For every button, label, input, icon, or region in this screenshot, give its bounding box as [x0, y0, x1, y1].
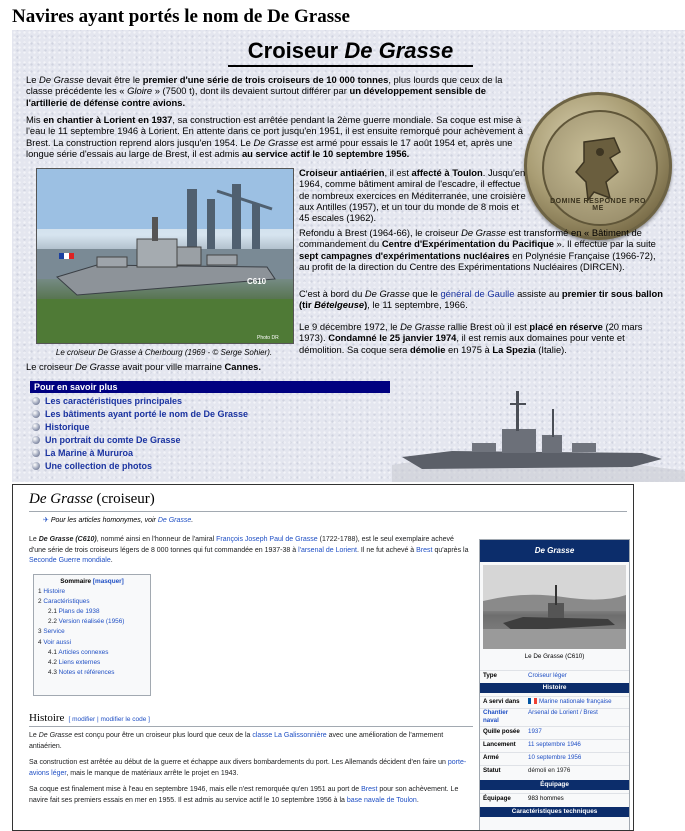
more-info-link-label[interactable]: Un portrait du comte De Grasse: [45, 435, 181, 445]
text-run: , nommé ainsi en l'honneur de l'amiral: [96, 536, 217, 543]
toc-link[interactable]: Caractéristiques: [43, 598, 90, 606]
text-run: avec une amélioration de l'armement antiaérien.: [29, 732, 444, 750]
toc-list: [38, 587, 146, 678]
medal-motto: DOMINE RESPONDE PRO ME: [550, 198, 646, 212]
text-run: avait pour ville marraine: [119, 361, 225, 372]
sphere-bullet-icon: [32, 449, 40, 457]
text-run: Cannes.: [224, 361, 262, 372]
text-run: Le: [26, 74, 40, 85]
text-run: Gloire: [127, 85, 153, 97]
more-info-link-label[interactable]: Historique: [45, 422, 90, 432]
text-run: De Grasse: [400, 321, 445, 332]
text-run: De Grasse: [253, 136, 299, 148]
text-run: , sa construction est arrêtée pendant la 2ème guerre mondiale. Sa coque est mise à l'eau le 11 septembre 1946 à Lorient. En attente dans ce port jusqu'en 1951, il est ensuite remorqué pour achèvement à Brest. La construction reprend alors jusqu'en 1954. Le: [26, 114, 523, 148]
section-heading-histoire: Histoire [ modifier | modifier le code ]: [29, 712, 150, 724]
inline-link[interactable]: Brest: [416, 546, 433, 554]
infobox-band-crew: Équipage: [480, 780, 629, 790]
infobox-value-link: démoli en 1976: [528, 767, 571, 774]
infobox-photo-caption: Le De Grasse (C610): [524, 653, 585, 660]
section-rule: [29, 726, 473, 727]
toc-item[interactable]: [38, 587, 146, 597]
sphere-bullet-icon: [32, 410, 40, 418]
text-run: au service actif le 10 septembre 1956.: [241, 147, 410, 159]
more-info-link[interactable]: [30, 434, 248, 447]
text-run: affecté à Toulon: [411, 167, 483, 178]
text-run: Le croiseur: [26, 361, 75, 372]
intro-paragraph: [29, 535, 471, 567]
top-para-6: [299, 321, 665, 355]
infobox-value-link[interactable]: 1937: [528, 728, 542, 735]
text-run: est transformé en « Bâtiment de commandement du: [299, 227, 642, 250]
toc-number: 2.1: [48, 608, 59, 616]
sphere-bullet-icon: [32, 462, 40, 470]
text-run: C'est à bord du: [299, 288, 365, 299]
text-run: Sa coque est finalement mise à l'eau en septembre 1946, mais elle n'est remorquée qu'en 1951 au port de: [29, 786, 362, 793]
toc-link[interactable]: Notes et références: [58, 668, 115, 676]
homonym-note: ✈ Pour les articles homonymes, voir De Grasse.: [43, 517, 194, 524]
toc-number: 4.1: [48, 648, 59, 656]
text-run: en Polynésie Française (1966-72), au profit de la direction du Centre des Expérimentations Nucléaires (DIRCEN).: [299, 249, 656, 272]
toc-link[interactable]: Liens externes: [58, 658, 101, 666]
more-info-link-label[interactable]: Une collection de photos: [45, 461, 153, 471]
top-para-7: [26, 361, 326, 372]
text-run: placé en réserve: [529, 321, 603, 332]
inline-link[interactable]: général de Gaulle: [440, 288, 515, 299]
infobox-row-type: Type Croiseur léger: [480, 670, 629, 681]
text-run: devait être le: [83, 74, 143, 85]
toc-item[interactable]: [38, 597, 146, 607]
table-of-contents: [33, 574, 151, 696]
more-info-link[interactable]: [30, 395, 248, 408]
cherbourg-ship-photo[interactable]: [36, 168, 294, 344]
infobox-row: [480, 708, 629, 726]
toc-link[interactable]: Voir aussi: [43, 638, 72, 646]
title-rule: [29, 511, 627, 512]
text-run: Centre d'Expérimentation du Pacifique: [381, 238, 554, 250]
text-run: Condamné le 25 janvier 1974: [328, 332, 457, 344]
top-para-5: [299, 288, 665, 311]
infobox-row: [480, 726, 629, 737]
text-run: Le: [29, 732, 39, 739]
infobox-value: [528, 697, 612, 707]
infobox-key: Armé: [483, 754, 499, 761]
section-edit-links[interactable]: [ modifier | modifier le code ]: [68, 716, 150, 723]
homonym-link[interactable]: De Grasse: [157, 517, 192, 524]
toc-number: 2.2: [48, 618, 59, 626]
infobox-value: [528, 727, 542, 737]
cruiser-heading: Croiseur De Grasse: [228, 38, 473, 67]
toc-number: 1: [38, 588, 44, 596]
text-run: assiste au: [514, 288, 562, 299]
wikipedia-panel: [12, 484, 634, 831]
text-run: De Grasse: [74, 361, 120, 372]
text-run: un développement sensible de l'artillerie de défense contre avions.: [26, 85, 486, 108]
toc-number: 2: [38, 598, 44, 606]
text-run: Mis: [26, 114, 44, 125]
text-run: en chantier à Lorient en 1937: [43, 114, 173, 125]
more-info-link[interactable]: [30, 408, 248, 421]
text-run: premier tir sous ballon (tir: [299, 288, 663, 311]
toc-item[interactable]: [38, 658, 146, 668]
more-info-link-label[interactable]: La Marine à Mururoa: [45, 448, 134, 458]
text-run: De Grasse: [38, 732, 73, 739]
disambiguation-icon: ✈: [43, 517, 49, 524]
type-link[interactable]: Croiseur léger: [528, 672, 567, 679]
toc-item[interactable]: [38, 638, 146, 648]
infobox-value: [528, 740, 581, 750]
text-run: De Grasse (C610): [38, 536, 97, 543]
toc-item[interactable]: [38, 607, 146, 617]
ship-silhouette-image: [392, 385, 685, 482]
infobox-band-history: Histoire: [480, 683, 629, 693]
infobox-key: A servi dans: [483, 698, 520, 705]
infobox-value-link[interactable]: Arsenal de Lorient / Brest: [528, 709, 598, 716]
toc-item[interactable]: [38, 648, 146, 658]
text-run: . Il ne fut achevé à: [357, 546, 417, 554]
text-run: en 1975 à: [445, 343, 493, 355]
inline-link[interactable]: l'arsenal de Lorient: [298, 546, 357, 554]
toc-number: 4.3: [48, 668, 59, 676]
text-run: Refondu à Brest (1964-66), le croiseur: [299, 227, 462, 238]
more-info-link-label[interactable]: Les caractéristiques principales: [45, 396, 183, 406]
toc-link[interactable]: Service: [43, 628, 65, 636]
infobox-row: [480, 752, 629, 763]
infobox-row-crew: Équipage 983 hommes: [480, 793, 629, 804]
article-title: De Grasse (croiseur): [29, 491, 155, 507]
sphere-bullet-icon: [32, 397, 40, 405]
history-para-1: [29, 731, 471, 752]
page-title: Navires ayant portés le nom de De Grasse: [12, 6, 350, 27]
infobox-value-link[interactable]: 11 septembre 1946: [528, 741, 581, 748]
top-para-4: [299, 227, 665, 272]
text-run: , le 11 septembre, 1966.: [367, 299, 468, 311]
infobox-key: Statut: [483, 767, 501, 774]
infobox-key: Lancement: [483, 741, 516, 748]
text-run: pour son achèvement. Le navire fait ses premiers essais en mer en 1955. Il est admis au service actif le 10 septembre 1956 à la: [29, 786, 459, 804]
text-run: démolie: [410, 343, 446, 355]
more-info-link-label[interactable]: Les bâtiments ayant porté le nom de De Grasse: [45, 409, 249, 419]
text-run: .: [416, 796, 419, 804]
text-run: rallie Brest où il est: [444, 321, 530, 332]
text-run: » (7500 t), dont ils devaient surtout différer par: [152, 85, 350, 97]
sphere-bullet-icon: [32, 436, 40, 444]
photo-caption: Le croiseur De Grasse à Cherbourg (1969 - © Serge Sohier).: [55, 348, 273, 357]
hull-number-label: C610: [247, 277, 267, 286]
french-flag-icon: [528, 698, 537, 704]
infobox-band-tech: Caractéristiques techniques: [480, 807, 629, 817]
infobox-title: De Grasse: [480, 540, 629, 562]
toc-link[interactable]: Articles connexes: [58, 648, 109, 656]
more-info-link[interactable]: [30, 421, 248, 434]
infobox-value: [528, 766, 570, 776]
text-run: que le: [409, 288, 441, 299]
text-run: Sa construction est arrêtée au début de la guerre et échappe aux divers bombardements du port. Les Allemands décident d'en faire un: [29, 759, 448, 766]
toc-item[interactable]: [38, 617, 146, 627]
infobox-value: [528, 709, 598, 717]
inline-link[interactable]: classe La Galissonnière: [252, 732, 327, 739]
ship-crest-medal: [524, 92, 672, 240]
more-info-link[interactable]: [30, 447, 248, 460]
inline-link[interactable]: François Joseph Paul de Grasse: [216, 536, 318, 543]
toc-number: 4.2: [48, 658, 59, 666]
text-run: est conçu pour être un croiseur plus lourd que ceux de la: [72, 732, 253, 739]
toc-title: Sommaire [masquer]: [60, 578, 124, 585]
text-run: ): [364, 299, 368, 311]
more-info-header: Pour en savoir plus: [30, 381, 390, 393]
top-para-2: [26, 114, 526, 159]
text-run: sept campagnes d'expérimentations nucléaires: [299, 249, 510, 261]
infobox-row: [480, 765, 629, 776]
text-run: De Grasse: [364, 288, 410, 299]
text-run: (1722-1788), est le seul exemplaire achevé d'une série de trois croiseurs légers de 8 000 tonnes qui fut commandée en 1937-38 à: [29, 536, 454, 554]
inline-link[interactable]: Seconde Guerre mondiale: [29, 557, 111, 564]
text-run: , mais le manque de matériaux arrête le projet en 1943.: [66, 769, 239, 777]
text-run: (20 mars 1973).: [299, 321, 643, 344]
history-para-3: [29, 785, 471, 806]
text-run: Le: [29, 536, 39, 543]
top-para-3: [299, 167, 529, 223]
text-run: , plus lourds que ceux de la classe précédente les «: [26, 74, 503, 97]
infobox-ship-photo[interactable]: [483, 565, 626, 649]
toc-number: 3: [38, 628, 44, 636]
text-run: De Grasse: [39, 74, 84, 85]
toc-link[interactable]: Histoire: [43, 588, 66, 596]
inline-link[interactable]: base navale de Toulon: [346, 796, 417, 804]
history-para-2: [29, 758, 471, 779]
inline-link[interactable]: porte-avions léger: [29, 759, 467, 777]
infobox-value: [528, 753, 581, 763]
more-info-list: [30, 395, 248, 473]
more-info-link[interactable]: [30, 460, 248, 473]
top-para-1: [26, 74, 526, 108]
toc-number: 4: [38, 638, 44, 646]
text-run: , il est remis aux domaines pour vente et démolition. Sa coque sera: [299, 332, 625, 355]
infobox-value-link[interactable]: 10 septembre 1956: [528, 754, 582, 761]
text-run: De Grasse: [461, 227, 506, 238]
infobox-value-link[interactable]: Marine nationale française: [539, 698, 612, 705]
text-run: qu'après la: [432, 546, 469, 554]
text-run: Croiseur antiaérien: [299, 167, 385, 178]
toc-link[interactable]: Plans de 1938: [58, 608, 100, 616]
text-run: premier d'une série de trois croiseurs de 10 000 tonnes: [142, 74, 389, 85]
infobox: [479, 539, 630, 831]
infobox-key: Quille posée: [483, 728, 520, 735]
infobox-row: [480, 739, 629, 750]
infobox-row: [480, 696, 629, 707]
text-run: Bételgeuse: [314, 299, 365, 311]
netmarine-panel: [12, 30, 685, 482]
toc-link[interactable]: Version réalisée (1956): [58, 618, 125, 626]
text-run: La Spezia: [492, 343, 536, 355]
text-run: Le 9 décembre 1972, le: [299, 321, 401, 332]
toc-item[interactable]: [38, 668, 146, 678]
inline-link[interactable]: Brest: [361, 786, 378, 793]
text-run: .: [110, 557, 113, 564]
text-run: ». Il effectue par la suite: [553, 238, 656, 250]
text-run: . Jusqu'en 1964, comme bâtiment amiral de l'escadre, il effectue de nombreux exercices en Méditerranée, une croisière aux Antilles (1957), et un tour du monde de 8 mois et 45 escales (1962).: [299, 167, 526, 224]
text-run: est armé pour essais le 17 août 1954 et, après une longue série d'essais au large de Brest, il est admis: [26, 136, 513, 159]
infobox-key: Chantier naval: [483, 709, 509, 724]
sphere-bullet-icon: [32, 423, 40, 431]
toc-toggle[interactable]: [masquer]: [92, 578, 124, 585]
photo-credit: Photo DR: [257, 335, 279, 341]
toc-item[interactable]: [38, 627, 146, 637]
text-run: (Italie).: [535, 343, 567, 355]
text-run: , il est: [384, 167, 412, 178]
